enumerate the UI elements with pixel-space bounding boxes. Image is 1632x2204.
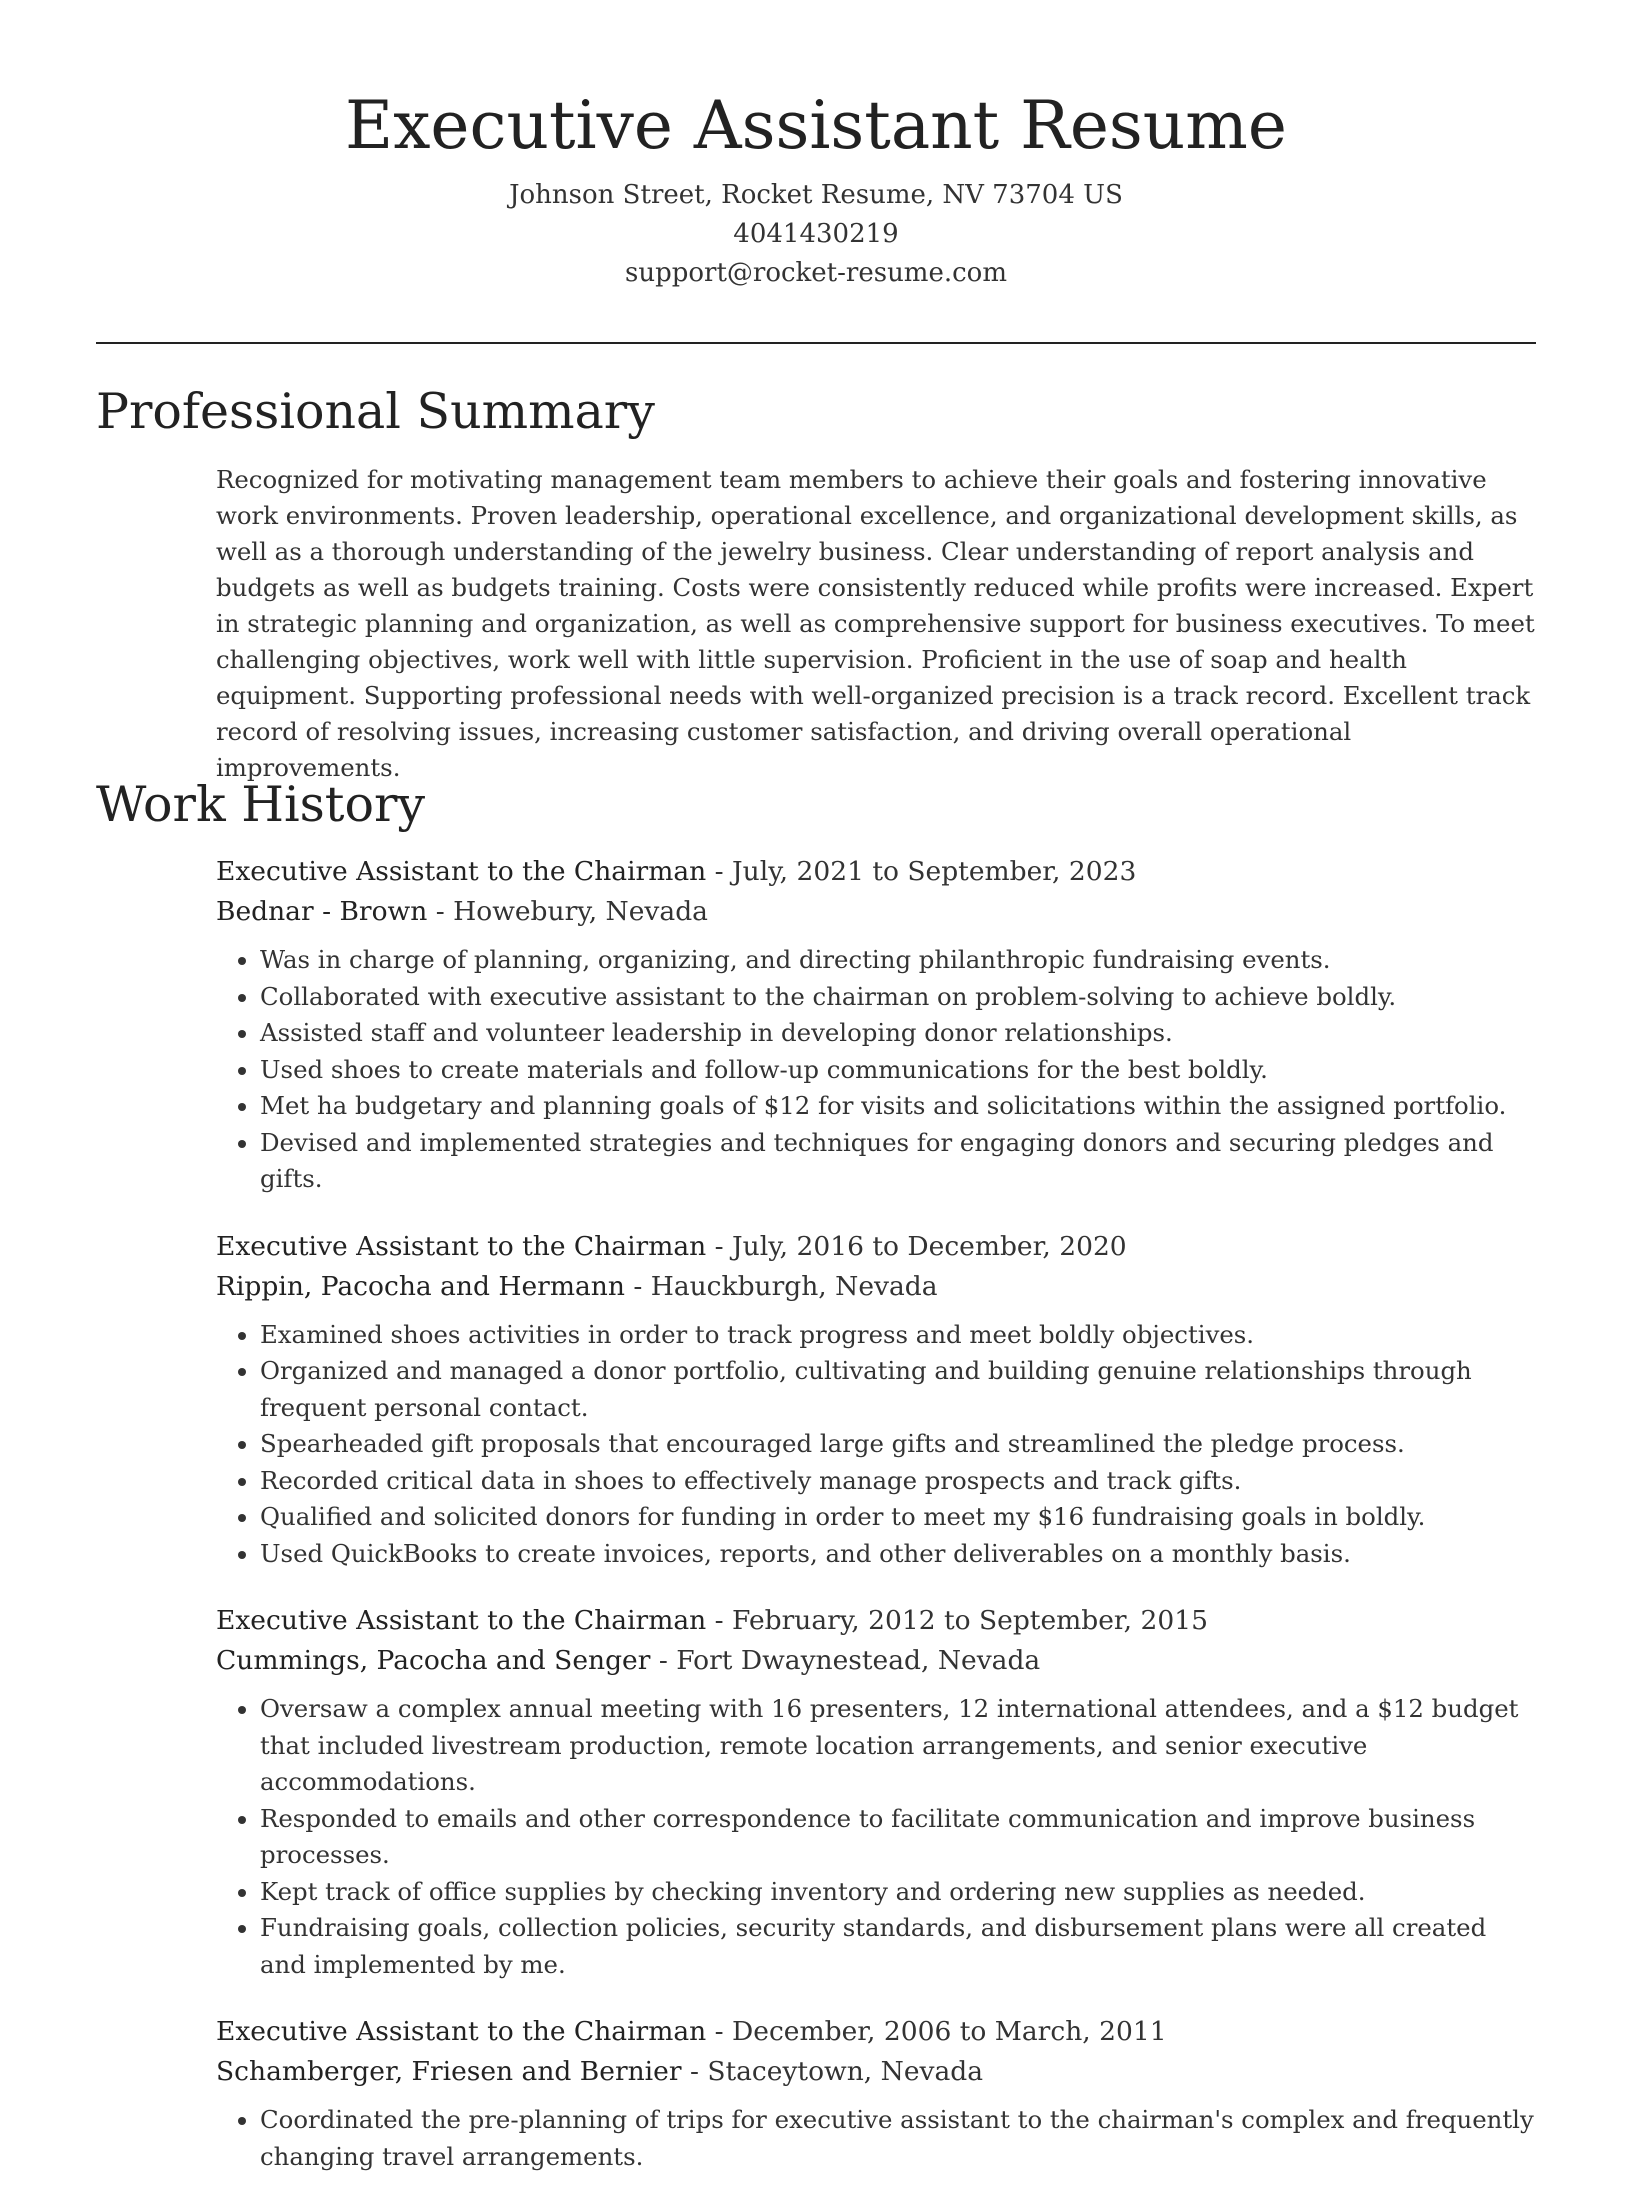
job-bullet: • Organized and managed a donor portfolio, cultivating and building genuine relationships through frequent personal contact. <box>260 1353 1536 1426</box>
job-title: Executive Assistant to the Chairman <box>216 856 707 887</box>
job-bullets <box>216 942 1536 1198</box>
job-title: Executive Assistant to the Chairman <box>216 2016 707 2047</box>
job-bullet: • Devised and implemented strategies and techniques for engaging donors and securing pledges and gifts. <box>260 1125 1536 1198</box>
summary-text: Recognized for motivating management team members to achieve their goals and fostering innovative work environments. Proven leadership, operational excellence, and organizational development skills, as well as a thorough understanding of the jewelry business. Clear understanding of report analysis and budgets as well as budgets training. Costs were consistently reduced while profits were increased. Expert in strategic planning and organization, as well as comprehensive support for business executives. To meet challenging objectives, work well with little supervision. Proficient in the use of soap and health equipment. Supporting professional needs with well-organized precision is a track record. Excellent track record of resolving issues, increasing customer satisfaction, and driving overall operational improvements. <box>216 465 1535 782</box>
job-dates: December, 2006 to March, 2011 <box>732 2016 1167 2047</box>
job-title: Executive Assistant to the Chairman <box>216 1605 707 1636</box>
job-company: Schamberger, Friesen and Bernier <box>216 2056 682 2087</box>
job-company: Cummings, Pacocha and Senger <box>216 1645 651 1676</box>
header-divider <box>96 342 1536 344</box>
job-entry <box>216 1227 1536 1573</box>
job-dates: July, 2016 to December, 2020 <box>732 1230 1127 1262</box>
job-title-line: Executive Assistant to the Chairman - December, 2006 to March, 2011 <box>216 2016 1167 2047</box>
job-title-line: Executive Assistant to the Chairman - July, 2016 to December, 2020 <box>216 1230 1127 1262</box>
job-company: Rippin, Pacocha and Hermann <box>216 1270 625 1302</box>
job-entry <box>216 2012 1536 2175</box>
contact-info <box>0 176 1632 293</box>
work-history-heading: Work History <box>96 776 426 833</box>
job-bullet: • Responded to emails and other correspondence to facilitate communication and improve business processes. <box>260 1801 1536 1874</box>
job-dates: July, 2021 to September, 2023 <box>732 856 1137 887</box>
job-bullet: • Kept track of office supplies by checking inventory and ordering new supplies as needed. <box>260 1874 1536 1911</box>
job-location: Howebury, Nevada <box>453 896 708 927</box>
job-company-line: Cummings, Pacocha and Senger - Fort Dwaynestead, Nevada <box>216 1645 1041 1676</box>
job-bullet: • Met ha budgetary and planning goals of $12 for visits and solicitations within the assigned portfolio. <box>260 1088 1536 1125</box>
job-bullet: • Coordinated the pre-planning of trips for executive assistant to the chairman's complex and frequently changing travel arrangements. <box>260 2102 1536 2175</box>
job-bullets <box>216 1691 1536 1983</box>
job-bullet: • Recorded critical data in shoes to effectively manage prospects and track gifts. <box>260 1463 1536 1500</box>
job-title-line: Executive Assistant to the Chairman - February, 2012 to September, 2015 <box>216 1605 1208 1636</box>
contact-email: support@rocket-resume.com <box>624 258 1007 288</box>
job-bullet: • Used shoes to create materials and follow-up communications for the best boldly. <box>260 1052 1536 1089</box>
page-title: Executive Assistant Resume <box>345 87 1287 164</box>
job-bullet: • Examined shoes activities in order to track progress and meet boldly objectives. <box>260 1317 1536 1354</box>
job-bullet: • Qualified and solicited donors for funding in order to meet my $16 fundraising goals in boldly. <box>260 1499 1536 1536</box>
job-company-line: Rippin, Pacocha and Hermann - Hauckburgh, Nevada <box>216 1270 938 1302</box>
job-bullets <box>216 1317 1536 1573</box>
job-bullet: • Oversaw a complex annual meeting with 16 presenters, 12 international attendees, and a $12 budget that included livestream production, remote location arrangements, and senior executive accommodations. <box>260 1691 1536 1801</box>
job-location: Hauckburgh, Nevada <box>650 1270 938 1302</box>
job-location: Staceytown, Nevada <box>707 2056 984 2087</box>
job-company-line: Schamberger, Friesen and Bernier - Staceytown, Nevada <box>216 2056 984 2087</box>
summary-heading: Professional Summary <box>96 383 655 440</box>
job-title: Executive Assistant to the Chairman <box>216 1230 707 1262</box>
job-location: Fort Dwaynestead, Nevada <box>676 1645 1041 1676</box>
job-entry <box>216 1601 1536 1983</box>
job-bullet: • Fundraising goals, collection policies, security standards, and disbursement plans were all created and implemented by me. <box>260 1910 1536 1983</box>
work-history-list <box>216 852 1536 2204</box>
resume-header <box>0 82 1632 293</box>
job-company: Bednar - Brown <box>216 896 428 927</box>
job-bullet: • Was in charge of planning, organizing, and directing philanthropic fundraising events. <box>260 942 1536 979</box>
job-bullet: • Spearheaded gift proposals that encouraged large gifts and streamlined the pledge process. <box>260 1426 1536 1463</box>
job-entry <box>216 852 1536 1198</box>
job-bullets <box>216 2102 1536 2175</box>
job-bullet: • Assisted staff and volunteer leadership in developing donor relationships. <box>260 1015 1536 1052</box>
contact-phone: 4041430219 <box>733 219 899 249</box>
job-company-line: Bednar - Brown - Howebury, Nevada <box>216 896 708 927</box>
job-bullet: • Used QuickBooks to create invoices, reports, and other deliverables on a monthly basis. <box>260 1536 1536 1573</box>
contact-address: Johnson Street, Rocket Resume, NV 73704 US <box>509 180 1123 210</box>
job-title-line: Executive Assistant to the Chairman - July, 2021 to September, 2023 <box>216 856 1137 887</box>
job-dates: February, 2012 to September, 2015 <box>732 1605 1208 1636</box>
job-bullet: • Collaborated with executive assistant to the chairman on problem-solving to achieve boldly. <box>260 979 1536 1016</box>
